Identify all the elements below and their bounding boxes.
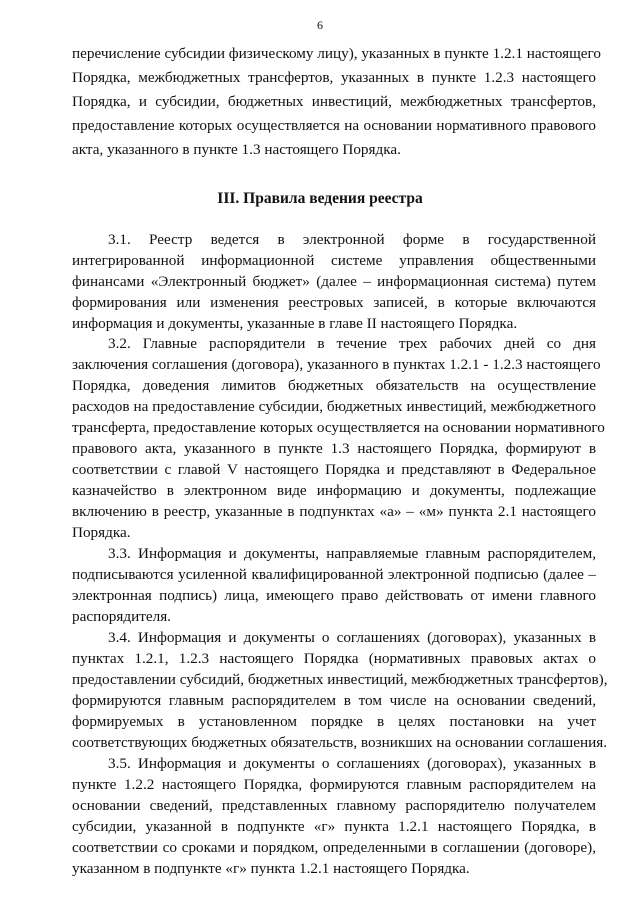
text-line: электронная подпись) лица, имеющего право действовать от имени главного — [72, 587, 596, 604]
text-line: пунктах 1.2.1, 1.2.3 настоящего Порядка (нормативных правовых актах о — [72, 650, 596, 667]
text-line: заключения соглашения (договора), указанного в пунктах 1.2.1 - 1.2.3 настоящего — [72, 356, 601, 373]
text-line: перечисление субсидии физическому лицу), указанных в пункте 1.2.1 настоящего — [72, 45, 601, 62]
text-line: соответствии со сроками и порядком, определенными в соглашении (договоре), — [72, 839, 596, 856]
text-line: финансами «Электронный бюджет» (далее – информационная система) путем — [72, 273, 596, 290]
page-number: 6 — [317, 18, 323, 32]
text-line: основании сведений, представленных главному распорядителю получателем — [72, 797, 596, 814]
text-line: формируемых в установленном порядке в целях постановки на учет — [72, 713, 596, 730]
text-line: соответствующих бюджетных обязательств, возникших на основании соглашения. — [72, 734, 608, 751]
text-line: казначейство в электронном виде информацию и документы, подлежащие — [72, 482, 596, 499]
text-line: 3.4. Информация и документы о соглашениях (договорах), указанных в — [108, 629, 596, 646]
text-line: формирования или изменения реестровых записей, в которые включаются — [72, 294, 596, 311]
text-line: формируются главным распорядителем в том числе на основании сведений, — [72, 692, 596, 709]
text-line: включению в реестр, указанные в подпунктах «а» – «м» пункта 2.1 настоящего — [72, 503, 596, 520]
text-line: субсидии, указанной в подпункте «г» пункта 1.2.1 настоящего Порядка, в — [72, 818, 596, 835]
text-line: распорядителя. — [72, 608, 171, 625]
text-line: 3.1. Реестр ведется в электронной форме в государственной — [108, 231, 596, 248]
text-line: предоставление которых осуществляется на основании нормативного правового — [72, 117, 596, 134]
text-line: 3.2. Главные распорядители в течение трех рабочих дней со дня — [108, 335, 596, 352]
text-line: 3.5. Информация и документы о соглашениях (договорах), указанных в — [108, 755, 596, 772]
text-line: указанном в подпункте «г» пункта 1.2.1 настоящего Порядка. — [72, 860, 470, 877]
text-line: информация и документы, указанные в главе II настоящего Порядка. — [72, 315, 518, 332]
text-line: Порядка, межбюджетных трансфертов, указанных в пункте 1.2.3 настоящего — [72, 69, 596, 86]
text-line: пункте 1.2.2 настоящего Порядка, формируются главным распорядителем на — [72, 776, 596, 793]
text-line: 3.3. Информация и документы, направляемые главным распорядителем, — [108, 545, 596, 562]
text-line: Порядка, и субсидии, бюджетных инвестиций, межбюджетных трансфертов, — [72, 93, 596, 110]
text-line: Порядка. — [72, 524, 131, 541]
text-line: подписываются усиленной квалифицированной электронной подписью (далее – — [72, 566, 596, 583]
section-title: III. Правила ведения реестра — [217, 190, 423, 207]
text-line: расходов на предоставление субсидии, бюджетных инвестиций, межбюджетного — [72, 398, 596, 415]
text-line: правового акта, указанного в пункте 1.3 настоящего Порядка, формируют в — [72, 440, 596, 457]
text-line: Порядка, доведения лимитов бюджетных обязательств на осуществление — [72, 377, 596, 394]
text-line: интегрированной информационной системе управления общественными — [72, 252, 596, 269]
text-line: трансферта, предоставление которых осуществляется на основании нормативного — [72, 419, 605, 436]
text-line: предоставлении субсидий, бюджетных инвестиций, межбюджетных трансфертов), — [72, 671, 608, 688]
text-line: соответствии с главой V настоящего Порядка и представляют в Федеральное — [72, 461, 596, 478]
text-line: акта, указанного в пункте 1.3 настоящего Порядка. — [72, 141, 401, 158]
